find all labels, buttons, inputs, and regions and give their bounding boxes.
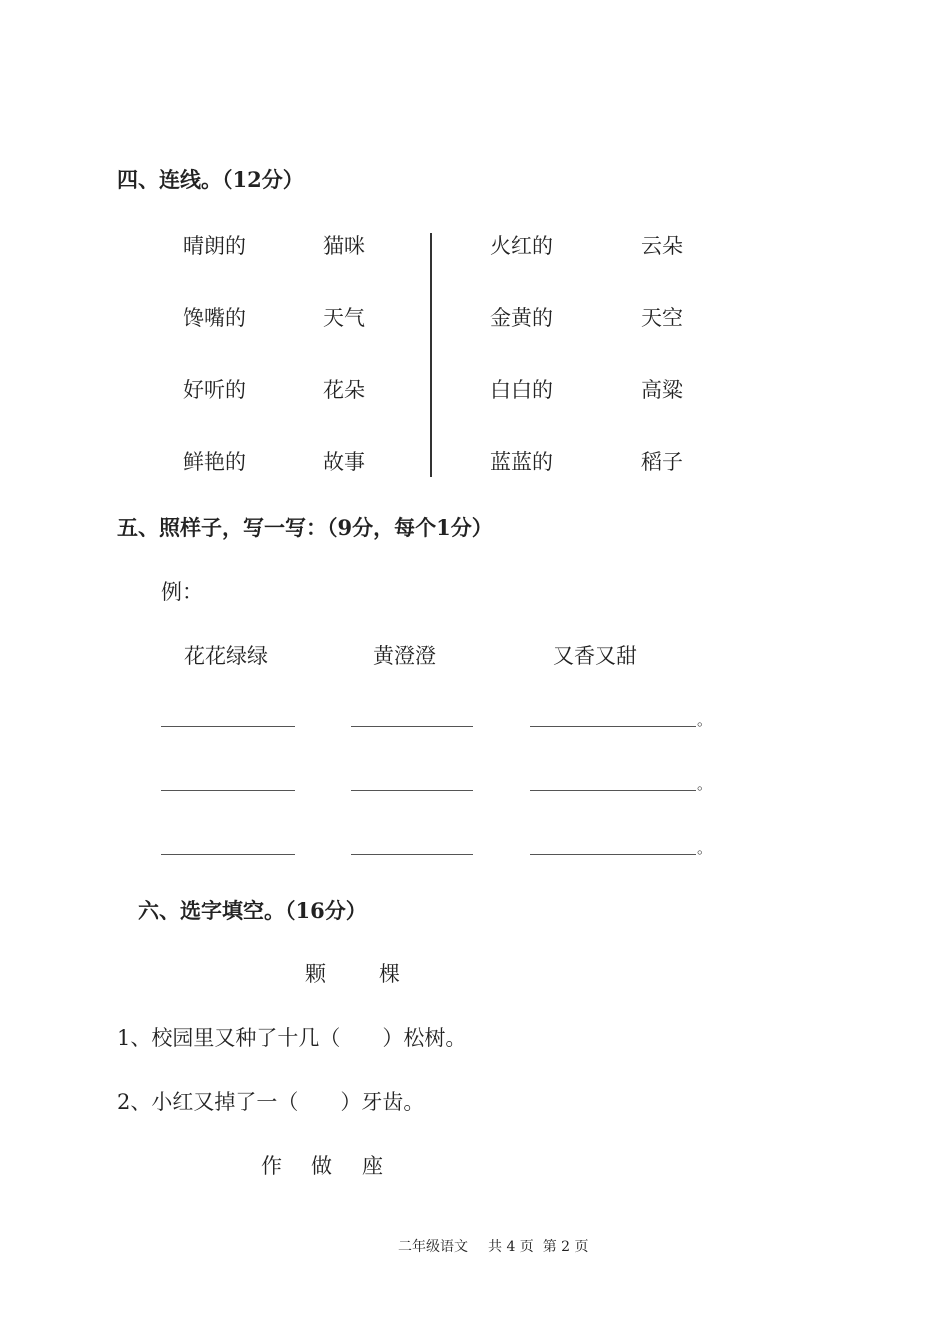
section-4-heading: 四、连线。（12分）: [117, 167, 304, 192]
left-adjective: 馋嘴的: [183, 306, 246, 330]
left-adjective: 晴朗的: [183, 234, 246, 258]
right-adjective: 白白的: [490, 378, 553, 402]
right-noun: 云朵: [641, 234, 683, 258]
left-noun: 猫咪: [323, 234, 365, 258]
section-6-heading: 六、选字填空。（16分）: [138, 898, 367, 923]
answer-blank[interactable]: [351, 726, 473, 727]
answer-blank[interactable]: [351, 854, 473, 855]
answer-blank[interactable]: [161, 790, 295, 791]
choice-character: 座: [362, 1154, 383, 1178]
example-word: 又香又甜: [553, 644, 637, 668]
question-2: 2、小红又掉了一（ ）牙齿。: [117, 1090, 425, 1114]
left-noun: 天气: [323, 306, 365, 330]
left-noun: 故事: [323, 450, 365, 474]
right-adjective: 蓝蓝的: [490, 450, 553, 474]
right-adjective: 火红的: [490, 234, 553, 258]
answer-blank[interactable]: [530, 854, 696, 855]
footer-page-count: 共 4 页 第 2 页: [488, 1239, 589, 1255]
answer-blank[interactable]: [161, 726, 295, 727]
sentence-period: 。: [697, 711, 713, 729]
left-noun: 花朵: [323, 378, 365, 402]
left-adjective: 好听的: [183, 378, 246, 402]
choice-character: 颗: [305, 962, 326, 986]
sentence-period: 。: [697, 839, 713, 857]
choice-character: 做: [311, 1154, 332, 1178]
column-divider: [430, 233, 432, 477]
example-label: 例：: [161, 580, 203, 604]
question-1: 1、校园里又种了十几（ ）松树。: [117, 1026, 467, 1050]
choice-character: 作: [261, 1154, 282, 1178]
right-noun: 稻子: [641, 450, 683, 474]
answer-blank[interactable]: [161, 854, 295, 855]
section-5-heading: 五、照样子，写一写：（9分，每个1分）: [117, 515, 493, 540]
answer-blank[interactable]: [351, 790, 473, 791]
right-adjective: 金黄的: [490, 306, 553, 330]
sentence-period: 。: [697, 775, 713, 793]
example-word: 黄澄澄: [373, 644, 436, 668]
answer-blank[interactable]: [530, 726, 696, 727]
example-word: 花花绿绿: [184, 644, 268, 668]
left-adjective: 鲜艳的: [183, 450, 246, 474]
right-noun: 天空: [641, 306, 683, 330]
right-noun: 高粱: [641, 378, 683, 402]
choice-character: 棵: [379, 962, 400, 986]
footer-subject: 二年级语文: [398, 1239, 468, 1255]
answer-blank[interactable]: [530, 790, 696, 791]
